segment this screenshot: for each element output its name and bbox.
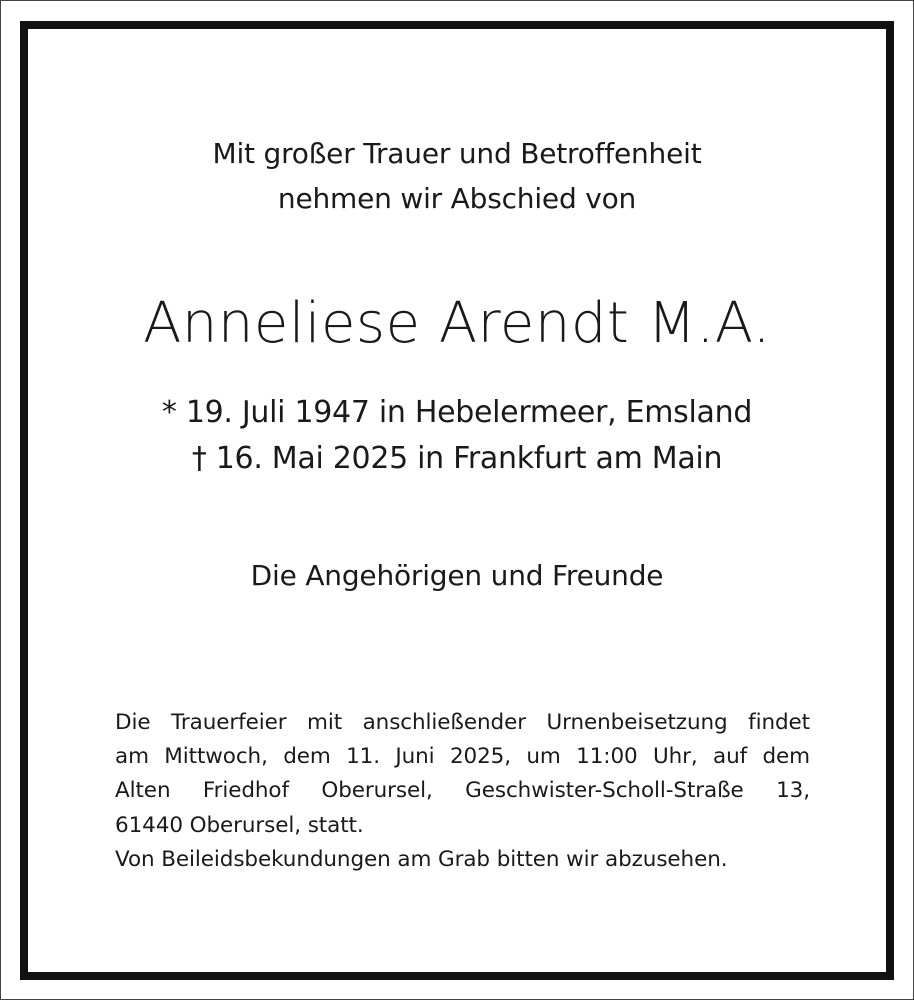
ceremony-line-2: am Mittwoch, dem 11. Juni 2025, um 11:00 Uhr, auf dem (115, 744, 810, 770)
deceased-name: Anneliese Arendt M.A. (143, 291, 771, 356)
obituary-frame (20, 21, 894, 980)
ceremony-line-3: Alten Friedhof Oberursel, Geschwister-Scholl-Straße 13, (115, 778, 810, 804)
ceremony-line-5: Von Beileidsbekundungen am Grab bitten wir abzusehen. (115, 846, 728, 872)
death-date: † 16. Mai 2025 in Frankfurt am Main (191, 441, 723, 476)
ceremony-line-1: Die Trauerfeier mit anschließender Urnenbeisetzung findet (115, 710, 810, 735)
ceremony-notice (115, 706, 810, 877)
ceremony-line-4: 61440 Oberursel, statt. (115, 812, 364, 838)
mourners-signature: Die Angehörigen und Freunde (250, 559, 664, 592)
birth-date: * 19. Juli 1947 in Hebelermeer, Emsland (161, 395, 753, 430)
intro-line-2: nehmen wir Abschied von (277, 182, 637, 215)
intro-line-1: Mit großer Trauer und Betroffenheit (212, 137, 702, 170)
